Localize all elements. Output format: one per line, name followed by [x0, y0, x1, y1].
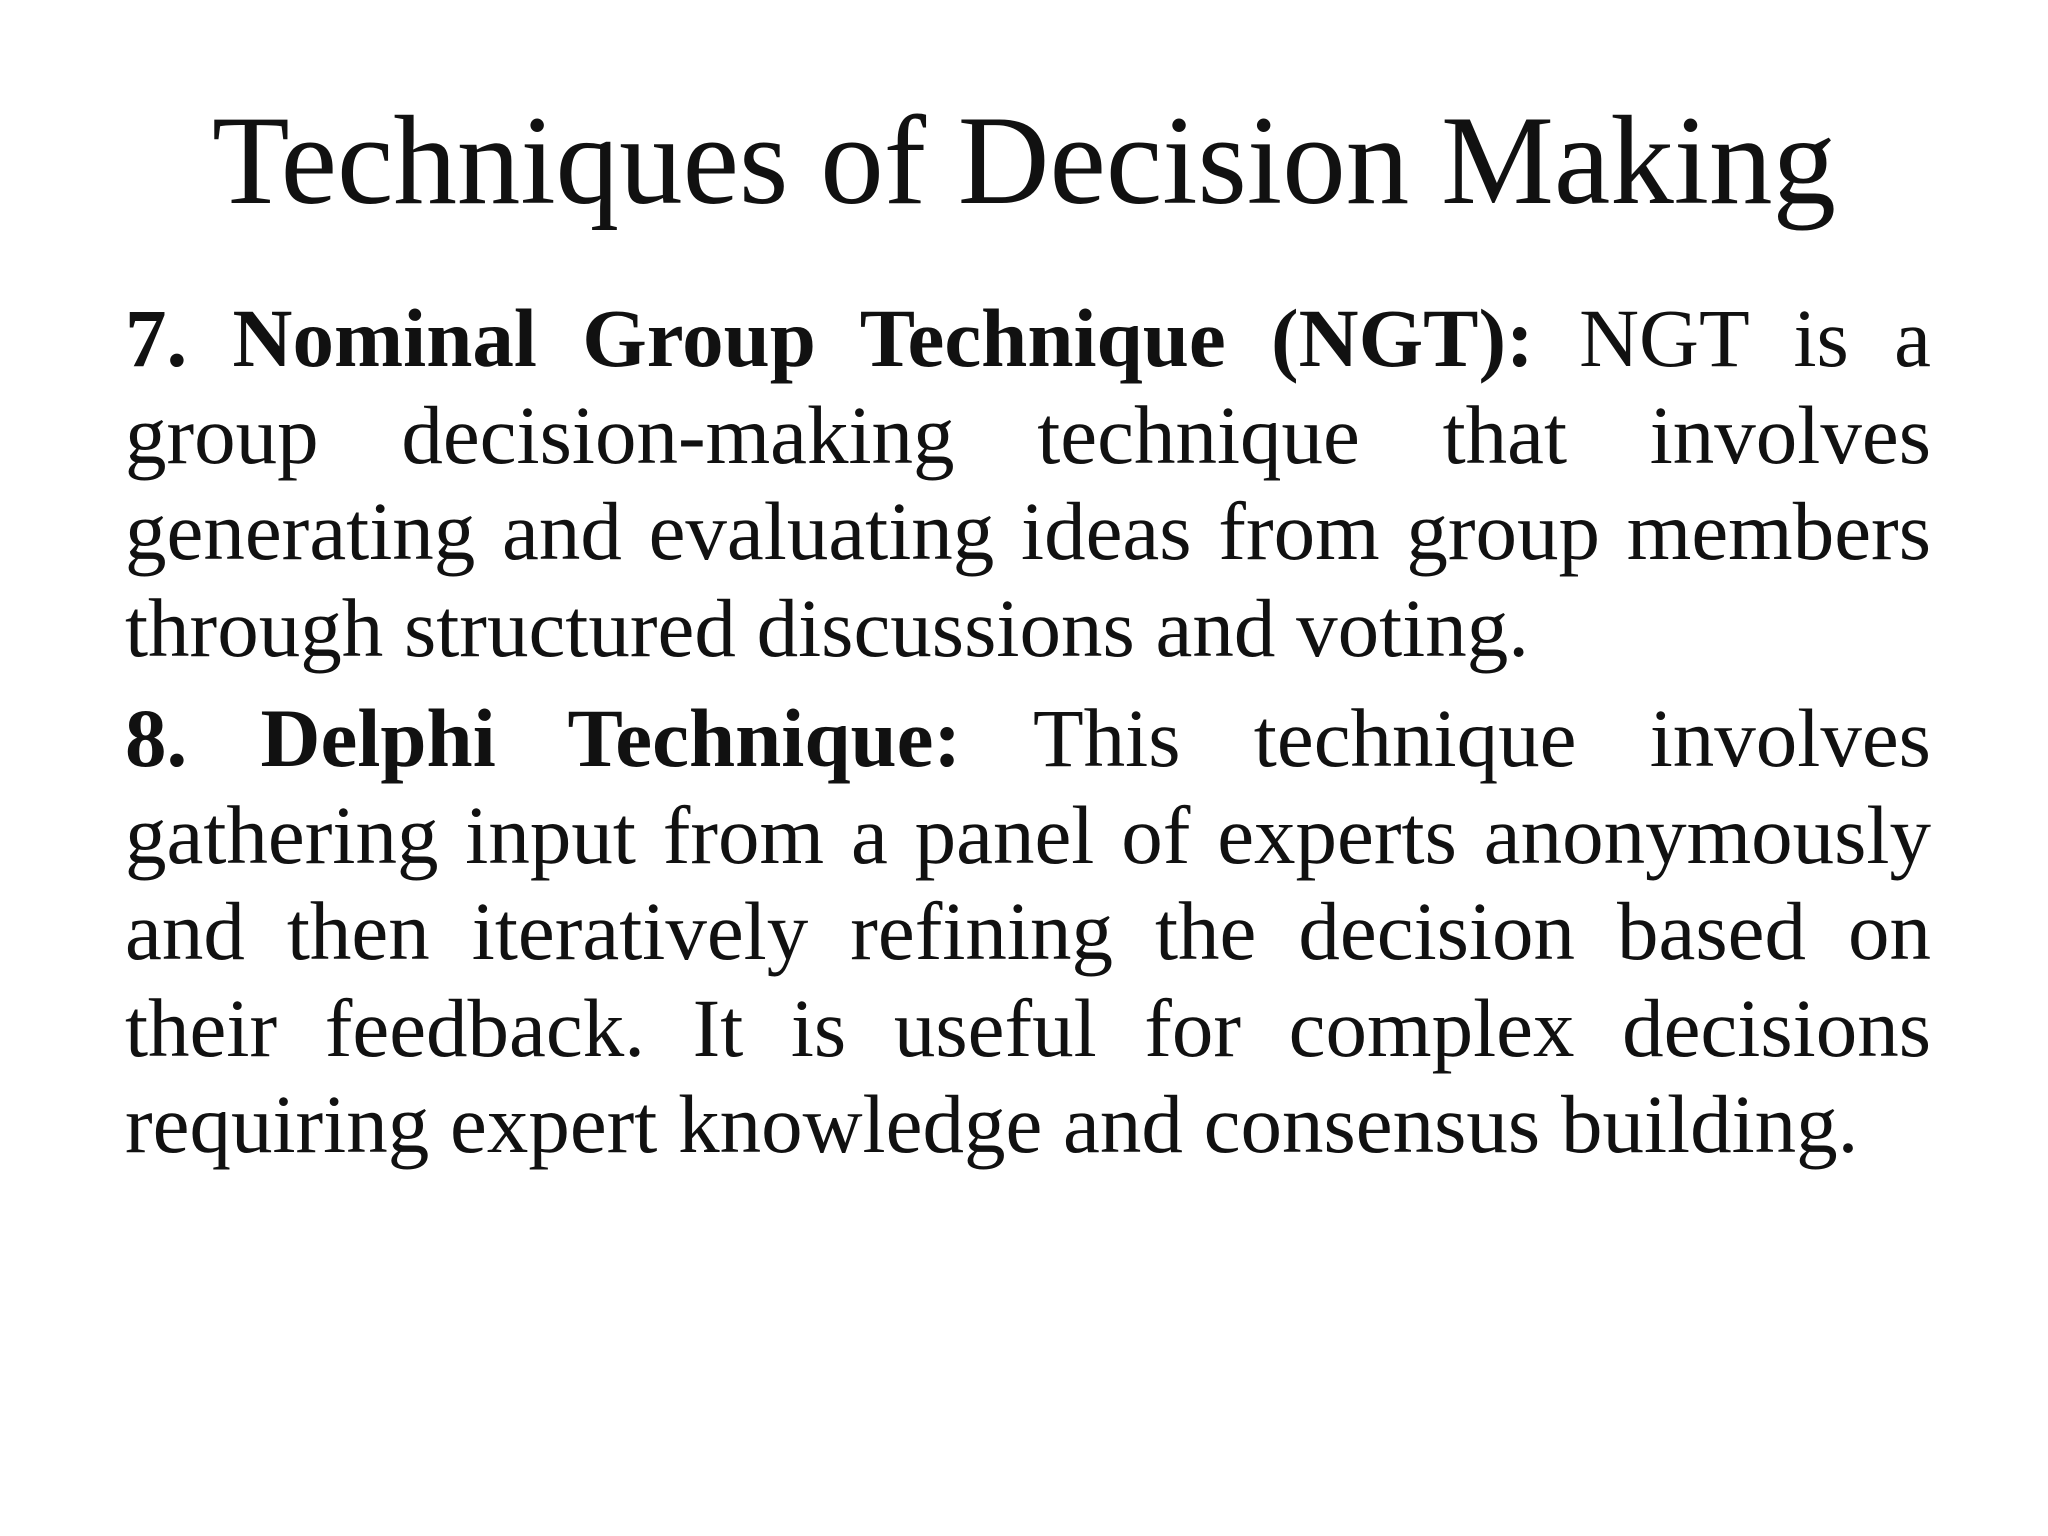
technique-heading: 7. Nominal Group Technique (NGT): [125, 292, 1534, 384]
technique-item-ngt [125, 290, 1931, 676]
slide-title: Techniques of Decision Making [211, 91, 1837, 231]
slide-body [125, 290, 1931, 1187]
technique-description: This technique involves gathering input from a panel of experts anonymously and then iteratively refining the decision based on their feedback. It is useful for complex decisions requiring expert knowledge and consensus building. [125, 692, 1931, 1170]
technique-description: NGT is a group decision-making technique that involves generating and evaluating ideas from group members through structured discussions and voting. [125, 292, 1931, 674]
technique-heading: 8. Delphi Technique: [125, 692, 962, 784]
technique-item-delphi [125, 690, 1931, 1173]
